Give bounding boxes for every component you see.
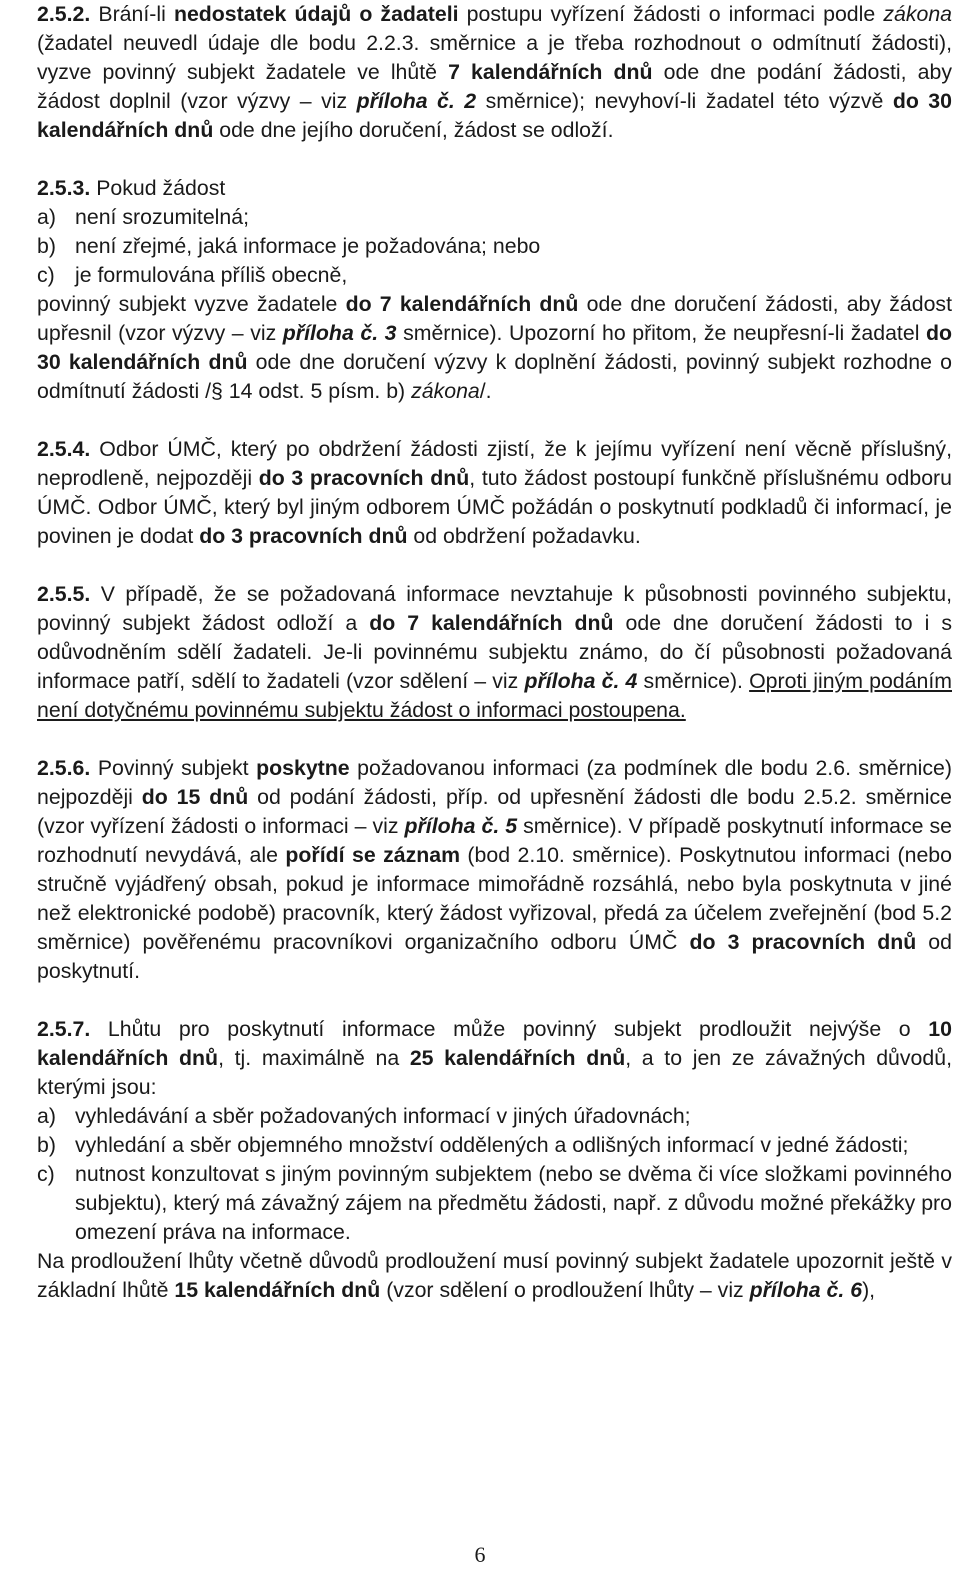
text-run: (žadatel neuvedl údaje dle bodu 2.2.3. směrnice a je třeba rozhodnout o odmítnutí žádosti), vyzve povinný subjekt žadatele ve lhůtě [37, 31, 952, 84]
section-2-5-7 [37, 1015, 952, 1305]
text-run: směrnice). Upozorní ho přitom, že neupřesní-li žadatel [396, 321, 926, 345]
section-2-5-6 [37, 754, 952, 986]
paragraph-intro [37, 174, 952, 203]
text-run: od obdržení požadavku. [407, 524, 641, 548]
paragraph [37, 0, 952, 145]
text-run: postupu vyřízení žádosti o informaci podle [458, 2, 884, 26]
list-marker: c) [37, 263, 55, 287]
text-run: do 15 dnů [141, 785, 249, 809]
text-run: pořídí se záznam [285, 843, 461, 867]
section-number: 2.5.4. [37, 437, 91, 461]
text-run: , a to jen ze závažných důvodů, kterými jsou: [37, 1046, 952, 1099]
text-run: V případě, že se požadovaná informace nevztahuje k působnosti povinného subjektu, povinný subjekt žádost odloží a [37, 582, 952, 635]
text-run: poskytne [256, 756, 350, 780]
text-run: povinný subjekt vyzve žadatele [37, 292, 346, 316]
paragraph [37, 290, 952, 406]
text-run: Povinný subjekt [90, 756, 257, 780]
text-run: do 30 kalendářních dnů [37, 321, 953, 374]
paragraph [37, 1015, 952, 1102]
paragraph [37, 435, 952, 551]
document-page [37, 0, 952, 1334]
text-run: směrnice); nevyhoví-li žadatel této výzvě [476, 89, 893, 113]
list-marker: b) [37, 234, 56, 258]
text-run: do 3 pracovních dnů [199, 524, 408, 548]
list-marker: a) [37, 1104, 56, 1128]
list-item-text: není zřejmé, jaká informace je požadována; nebo [75, 234, 541, 258]
paragraph-text [37, 1017, 952, 1099]
list-item [37, 1131, 952, 1160]
section-number: 2.5.3. [37, 176, 91, 200]
section-2-5-4 [37, 435, 952, 551]
paragraph [37, 580, 952, 725]
section-number: 2.5.7. [37, 1017, 91, 1041]
text-run: příloha č. 4 [524, 669, 638, 693]
paragraph-text [37, 2, 952, 142]
text-run: ode dne doručení výzvy k doplnění žádosti, povinný subjekt rozhodne o odmítnutí žádosti /§ 14 odst. 5 písm. b) [37, 350, 952, 403]
text-run: ode dne doručení žádosti, aby žádost upřesnil (vzor výzvy – viz [37, 292, 952, 345]
text-run: (vzor sdělení o prodloužení lhůty – viz [380, 1278, 750, 1302]
text-run: příloha č. 2 [356, 89, 477, 113]
text-run: příloha č. 3 [282, 321, 397, 345]
text-run: , tuto žádost postoupí funkčně příslušnému odboru ÚMČ. Odbor ÚMČ, který byl jiným odborem ÚMČ požádán o poskytnutí podkladů či informací, je povinen je dodat [37, 466, 952, 548]
list-marker: b) [37, 1133, 56, 1157]
paragraph-text [37, 582, 952, 722]
text-run: Brání-li [90, 2, 174, 26]
list-item-text: vyhledávání a sběr požadovaných informací v jiných úřadovnách; [75, 1104, 691, 1128]
text-run: /. [479, 379, 492, 403]
text-run: do 30 kalendářních dnů [37, 89, 952, 142]
list-marker: a) [37, 205, 56, 229]
reason-list [37, 1102, 952, 1247]
list-item [37, 261, 952, 290]
list-item [37, 232, 952, 261]
text-run: 7 kalendářních dnů [448, 60, 653, 84]
text-run: zákona [883, 2, 953, 26]
text-run: ode dne podání žádosti, aby žádost doplnil (vzor výzvy – viz [37, 60, 952, 113]
list-item [37, 1102, 952, 1131]
section-number: 2.5.6. [37, 756, 91, 780]
text-run: ), [862, 1278, 876, 1302]
condition-list [37, 203, 952, 290]
text-run: směrnice). V případě poskytnutí informace se rozhodnutí nevydává, ale [37, 814, 953, 867]
paragraph [37, 754, 952, 986]
text-run: Odbor ÚMČ, který po obdržení žádosti zjistí, že k jejímu vyřízení není věcně příslušný, neprodleně, nejpozději [37, 437, 952, 490]
section-number: 2.5.5. [37, 582, 91, 606]
text-run: 15 kalendářních dnů [174, 1278, 381, 1302]
text-run: Oproti jiným podáním není dotyčnému povinnému subjektu žádost o informaci postoupena. [37, 669, 952, 722]
list-marker: c) [37, 1162, 55, 1186]
paragraph-text [37, 756, 952, 983]
intro-text: Pokud žádost [90, 176, 226, 200]
text-run: 25 kalendářních dnů [409, 1046, 626, 1070]
list-item [37, 203, 952, 232]
list-item-text: nutnost konzultovat s jiným povinným subjektem (nebo se dvěma či více složkami povinného subjektu), který má závažný zájem na předmětu žádosti, např. z důvodu možné překážky pro omezení práva na informace. [75, 1162, 952, 1244]
text-run: Na prodloužení lhůty včetně důvodů prodloužení musí povinný subjekt žadatele upozornit ještě v základní lhůtě [37, 1249, 952, 1302]
text-run: ode dne jejího doručení, žádost se odloží. [213, 118, 614, 142]
text-run: od poskytnutí. [37, 930, 952, 983]
text-run: Lhůtu pro poskytnutí informace může povinný subjekt prodloužit nejvýše o [90, 1017, 929, 1041]
section-2-5-5 [37, 580, 952, 725]
text-run: 10 kalendářních dnů [37, 1017, 952, 1070]
list-item-text: vyhledání a sběr objemného množství oddělených a odlišných informací v jedné žádosti; [75, 1133, 909, 1157]
text-run: (bod 2.10. směrnice). Poskytnutou informaci (nebo stručně vyjádřený obsah, pokud je informace mimořádně rozsáhlá, nebo byla poskytnuta v jiné než elektronické podobě) pracovník, který žádost vyřizoval, předá za účelem zveřejnění (bod 5.2 směrnice) pověřenému pracovníkovi organizačního odboru ÚMČ [37, 843, 952, 954]
text-run: do 3 pracovních dnů [258, 466, 470, 490]
text-run: požadovanou informaci (za podmínek dle bodu 2.6. směrnice) nejpozději [37, 756, 952, 809]
list-item-text: je formulována příliš obecně, [75, 263, 348, 287]
text-run: zákona [411, 379, 480, 403]
text-run: do 3 pracovních dnů [689, 930, 917, 954]
text-run: ode dne doručení žádosti to i s odůvodněním sdělí žadateli. Je-li povinnému subjektu známo, do čí působnosti požadovaná informace patří, sdělí to žadateli (vzor sdělení – viz [37, 611, 953, 693]
text-run: příloha č. 5 [404, 814, 518, 838]
text-run: směrnice). [637, 669, 750, 693]
closing-paragraph [37, 1247, 952, 1305]
section-number: 2.5.2. [37, 2, 91, 26]
text-run: příloha č. 6 [749, 1278, 863, 1302]
list-item-text: není srozumitelná; [75, 205, 250, 229]
text-run: , tj. maximálně na [218, 1046, 410, 1070]
text-run: do 7 kalendářních dnů [369, 611, 614, 635]
text-run: do 7 kalendářních dnů [345, 292, 579, 316]
section-2-5-3 [37, 174, 952, 406]
section-2-5-2 [37, 0, 952, 145]
text-run: od podání žádosti, příp. od upřesnění žádosti dle bodu 2.5.2. směrnice (vzor vyřízení žádosti o informaci – viz [37, 785, 952, 838]
list-item [37, 1160, 952, 1247]
page-number: 6 [474, 1542, 486, 1567]
paragraph-text [37, 437, 952, 548]
text-run: nedostatek údajů o žadateli [173, 2, 459, 26]
